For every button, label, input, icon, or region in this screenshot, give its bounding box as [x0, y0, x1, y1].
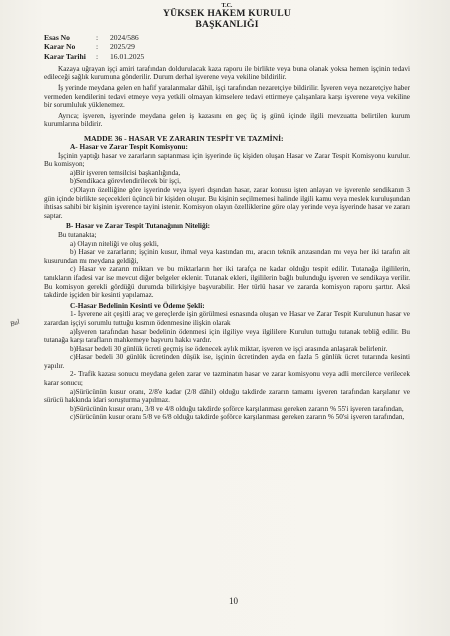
section-c-item-2: 2- Trafik kazası sonucu meydana gelen zarar ve tazminatın hasar ve zarar komisyonu veya adli mercilerce verilecek karar sonucu;	[44, 370, 410, 388]
paragraph-kurum-bildirimi: Ayrıca; işveren, işyerinde meydana gelen iş kazasını en geç üç iş günü içinde ilgili mevzuatta belirtilen kurum kurumlarına bildirir.	[44, 111, 410, 129]
handwritten-margin-note: Bul	[8, 317, 21, 329]
meta-row-karar	[44, 42, 410, 51]
meta-colon: :	[96, 33, 99, 42]
section-b-item-a: a) Olayın niteliği ve oluş şekli,	[70, 239, 159, 248]
section-c-item-c: c)Hasar bedeli 30 günlük ücretinden düşük ise, işçinin ücretinden ayda en fazla 5 günlük ücret tutarında kesinti yapılır.	[44, 353, 410, 370]
article-heading: MADDE 36 - HASAR VE ZARARIN TESPİT VE TAZMİNİ:	[84, 134, 284, 144]
section-a-item-b: b)Sendikaca görevlendirilecek bir işçi,	[70, 177, 181, 186]
meta-key: Karar Tarihi	[44, 51, 86, 61]
section-a-item-c: c)Olayın özelliğine göre işyerinde veya işyeri dışından hasar, zarar konusu işten anlayan ve işverenle sendikanın 3 gün içinde birlikte seçecekleri üçüncü bir kişiden oluşur. Bu kişinin seçilmemesi halinde ilgili kamu veya meslek kuruluşundan ihtisas sahibi bir kişinin işverence tayini istenir. Komisyon olayın özelliklerine göre olay yerinde veya işyerinde hasar ve zararı saptar.	[44, 186, 410, 220]
section-b-item-b: b) Hasar ve zararların; işçinin kusur, ihmal veya kastından mı, aracın teknik arızasından mı veya her iki tarafın ait kusurundan mı meydana geldiği,	[44, 248, 410, 265]
section-b-intro: Bu tutanakta;	[58, 230, 97, 239]
meta-value: 2025/29	[110, 42, 135, 52]
meta-colon: :	[96, 51, 99, 61]
meta-key: Esas No	[44, 33, 70, 42]
section-a-intro: İşçinin yaptığı hasar ve zararların saptanması için işyerinde üç kişiden oluşan Hasar ve Zarar Tespit Komisyonu kurulur. Bu komisyon;	[44, 151, 410, 169]
section-c-traffic-c: c)Sürücünün kusur oranı 5/8 ve 6/8 olduğu takdirde şoförce karşılanması gereken zararın % 50'si işveren tarafından,	[70, 413, 405, 422]
meta-colon: :	[96, 42, 99, 52]
paragraph-yaralanma-bildirimi: İş yerinde meydana gelen en hafif yaralanmalar dâhil, işçi tarafından nezaretçiye bildirilir. İşveren veya nezaretçiye haber vermeden kendilerini tedavi etmeye veya yetkili olmayan kimselere tedavi ettirmeye çalışanlara karşı işverene veya vekiline bir sorumluluk yüklenemez.	[44, 84, 410, 110]
section-c-traffic-a: a)Sürücünün kusur oranı, 2/8'e kadar (2/8 dâhil) olduğu takdirde zararın tamamı işveren tarafından karşılanır ve sürücü hakkında idari soruşturma yapılmaz.	[44, 387, 410, 405]
section-b-item-c: c) Hasar ve zararın miktarı ve bu miktarların her iki tarafça ne kadar olduğu tespit edilir. Tutanağa ilgililerin, tanıkların ifadesi var ise mevcut diğer belgeler eklenir. Tutanak ekleri, ilgililerin bağlı bulunduğu işveren ve sendikaya verilir. Bu komisyon gerekli gördüğü durumda bilirkişiye başvurabilir. Her türlü hasar ve zararda komisyon raporu şarttır. Aksi takdirde işçiden bir kesinti yapılamaz.	[44, 265, 410, 300]
meta-row-tarih	[44, 52, 410, 61]
section-c-title: C-Hasar Bedelinin Kesinti ve Ödeme Şekli:	[70, 300, 205, 310]
section-c-item-1: 1- İşverene ait çeşitli araç ve gereçlerde işin görülmesi esnasında oluşan ve Hasar ve Zarar Tespit Kurulunun hasar ve zarardan işçiyi sorumlu tuttuğu kısmın ödenmesine ilişkin olarak	[44, 310, 410, 327]
section-c-item-a: a)İşveren tarafından hasar bedelinin ödenmesi için ilgiliye veya ilgililere Kurulun tuttuğu tutanak tebliğ edilir. Bu tutanağa karşı tarafların mahkemeye başvuru hakkı vardır.	[44, 327, 410, 345]
section-b-title: B- Hasar ve Zarar Tespit Tutanağının Niteliği:	[66, 221, 211, 231]
header-top-mark: T.C.	[221, 3, 233, 9]
meta-value: 2024/586	[110, 33, 139, 42]
section-a-title: A- Hasar ve Zarar Tespit Komisyonu:	[70, 142, 188, 152]
meta-value: 16.01.2025	[110, 51, 145, 61]
page-number: 10	[229, 596, 238, 606]
header-title-line1: YÜKSEK HAKEM KURULU	[163, 8, 291, 19]
case-meta	[44, 33, 410, 61]
meta-row-esas	[44, 33, 410, 42]
meta-key: Karar No	[44, 42, 76, 52]
section-c-traffic-b: b)Sürücünün kusur oranı, 3/8 ve 4/8 olduğu takdirde şoförce karşılanması gereken zararın % 55'i işveren tarafından,	[70, 404, 404, 413]
section-c-item-b: b)Hasar bedeli 30 günlük ücreti geçmiş ise ödenecek aylık miktar, işveren ve işçi arasında anlaşarak belirlenir.	[70, 344, 388, 353]
section-a-item-a: a)Bir işveren temsilcisi başkanlığında,	[70, 168, 181, 177]
header-title-line2: BAŞKANLIĞI	[195, 18, 259, 30]
paragraph-kaza-raporu: Kazaya uğrayan işçi amiri tarafından doldurulacak kaza raporu ile birlikte veya buna olanak yoksa hemen işçinin tedavi edileceği sağlık kurumuna gönderilir. Durum derhal işverene veya vekiline bildirilir.	[44, 64, 410, 82]
